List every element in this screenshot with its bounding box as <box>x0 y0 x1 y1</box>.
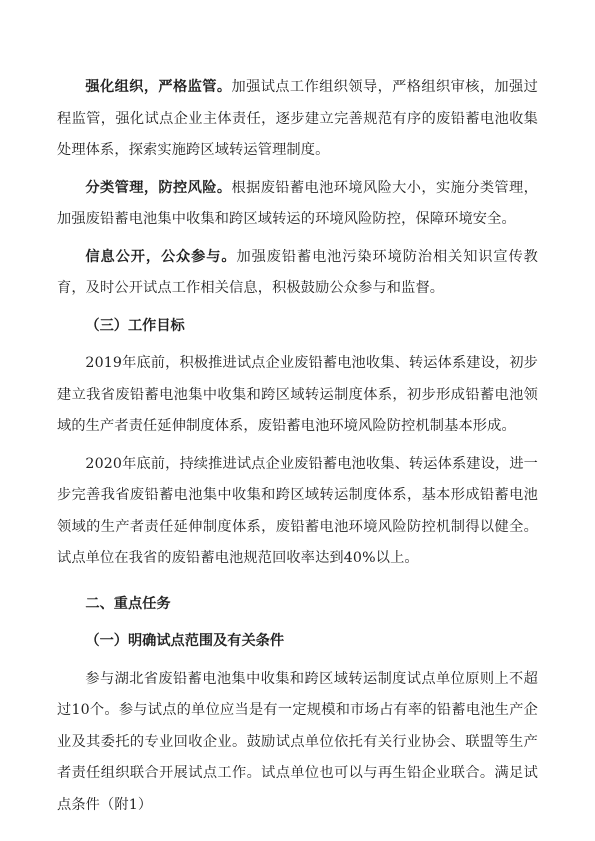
principle-paragraph <box>57 242 538 305</box>
principle-lead: 信息公开，公众参与。 <box>85 248 237 265</box>
section-heading-goals: （三）工作目标 <box>85 317 185 334</box>
principle-text: 根据废铅蓄电池环境风险大小，实施分类管理，加强废铅蓄电池集中收集和跨区域转运的环境风险防控，保障环境安全。 <box>57 179 538 227</box>
principle-text: 加强试点工作组织领导，严格组织审核，加强过程监管，强化试点企业主体责任，逐步建立完善规范有序的废铅蓄电池收集处理体系，探索实施跨区域转运管理制度。 <box>57 79 538 158</box>
section-subheading-scope: （一）明确试点范围及有关条件 <box>85 633 285 649</box>
goal-2019-paragraph: 2019年底前，积极推进试点企业废铅蓄电池收集、转运体系建设，初步建立我省废铅蓄电池集中收集和跨区域转运制度体系，初步形成铅蓄电池领域的生产者责任延伸制度体系，废铅蓄电池环境风险防控机制基本形成。 <box>57 355 538 434</box>
principle-paragraph <box>57 173 538 236</box>
section-heading-tasks: 二、重点任务 <box>85 595 171 612</box>
goal-2020-paragraph: 2020年底前，持续推进试点企业废铅蓄电池收集、转运体系建设，进一步完善我省废铅蓄电池集中收集和跨区域转运制度体系，基本形成铅蓄电池领域的生产者责任延伸制度体系，废铅蓄电池环境风险防控机制得以健全。试点单位在我省的废铅蓄电池规范回收率达到40%以上。 <box>57 455 538 566</box>
principle-text: 加强废铅蓄电池污染环境防治相关知识宣传教育，及时公开试点工作相关信息，积极鼓励公众参与和监督。 <box>57 248 538 296</box>
principle-lead: 分类管理，防控风险。 <box>85 179 232 196</box>
scope-paragraph: 参与湖北省废铅蓄电池集中收集和跨区域转运制度试点单位原则上不超过10个。参与试点的单位应当是有一定规模和市场占有率的铅蓄电池生产企业及其委托的专业回收企业。鼓励试点单位依托有关行业协会、联盟等生产者责任组织联合开展试点工作。试点单位也可以与再生铅企业联合。满足试点条件（附1） <box>57 670 538 813</box>
principle-paragraph <box>57 72 538 167</box>
principle-lead: 强化组织，严格监管。 <box>85 79 232 95</box>
